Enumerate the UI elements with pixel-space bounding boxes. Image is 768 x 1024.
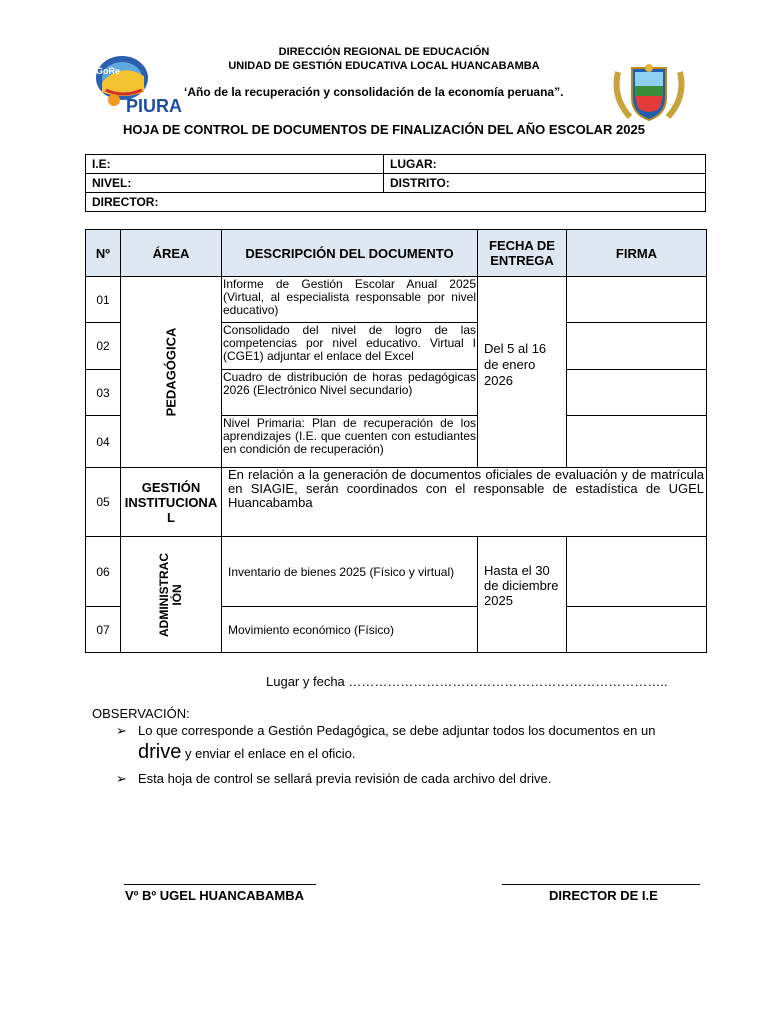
observacion-item-1-cont (138, 741, 356, 764)
row-description: Movimiento económico (Físico) (222, 607, 478, 653)
nivel-field[interactable]: NIVEL: (86, 174, 384, 193)
arrow-bullet-icon: ➢ (116, 723, 127, 738)
row-description: Inventario de bienes 2025 (Físico y virtual) (222, 537, 478, 607)
firma-cell[interactable] (567, 607, 707, 653)
observacion-item-1 (138, 723, 708, 738)
firma-cell[interactable] (567, 277, 707, 323)
observacion-title: OBSERVACIÓN: (92, 706, 190, 721)
row-number: 06 (86, 537, 121, 607)
row-number: 07 (86, 607, 121, 653)
table-row (86, 537, 707, 607)
fecha-administracion: Hasta el 30 de diciembre 2025 (478, 537, 567, 653)
drive-word: drive (138, 741, 182, 763)
fecha-pedagogica: Del 5 al 16 de enero 2026 (478, 277, 567, 468)
distrito-field[interactable]: DISTRITO: (384, 174, 706, 193)
header-fecha: FECHA DE ENTREGA (478, 230, 567, 277)
firma-cell[interactable] (567, 370, 707, 416)
firma-cell[interactable] (567, 323, 707, 370)
svg-text:PIURA: PIURA (126, 96, 183, 116)
lugar-field[interactable]: LUGAR: (384, 155, 706, 174)
observacion-item-1-end: y enviar el enlace en el oficio. (184, 746, 356, 761)
area-pedagogica-label: PEDAGÓGICA (163, 327, 179, 417)
header-motto: ‘Año de la recuperación y consolidación de la economía peruana”. (184, 85, 564, 99)
header-descripcion: DESCRIPCIÓN DEL DOCUMENTO (222, 230, 478, 277)
table-row (86, 468, 707, 537)
area-gestion: GESTIÓN INSTITUCIONA L (121, 468, 222, 537)
row-number: 04 (86, 416, 121, 468)
svg-text:GoRe: GoRe (96, 66, 121, 76)
firma-cell[interactable] (567, 537, 707, 607)
header-num: Nº (86, 230, 121, 277)
page-title: HOJA DE CONTROL DE DOCUMENTOS DE FINALIZACIÓN DEL AÑO ESCOLAR 2025 (123, 122, 645, 137)
row-number: 01 (86, 277, 121, 323)
row-description: Cuadro de distribución de horas pedagógicas 2026 (Electrónico Nivel secundario) (222, 370, 478, 416)
firma-cell[interactable] (567, 416, 707, 468)
signature-line-right (502, 884, 700, 885)
row-number: 02 (86, 323, 121, 370)
header-line-2: UNIDAD DE GESTIÓN EDUCATIVA LOCAL HUANCABAMBA (228, 60, 540, 72)
signature-director: DIRECTOR DE I.E (549, 888, 658, 903)
row-description: Consolidado del nivel de logro de las competencias por nivel educativo. Virtual I (CGE1) adjuntar el enlace del Excel (222, 323, 478, 370)
observacion-item-2: Esta hoja de control se sellará previa revisión de cada archivo del drive. (138, 771, 552, 786)
lugar-fecha: Lugar y fecha ……………………………………………………………….. (266, 674, 668, 689)
area-administracion-label: ADMINISTRAC IÓN (157, 552, 184, 637)
observacion-item-1-text: Lo que corresponde a Gestión Pedagógica, se debe adjuntar todos los documentos en un (138, 723, 656, 738)
signature-ugel: Vº Bº UGEL HUANCABAMBA (125, 888, 304, 903)
arrow-bullet-icon: ➢ (116, 771, 127, 786)
table-row (86, 277, 707, 323)
ie-field[interactable]: I.E: (86, 155, 384, 174)
header-firma: FIRMA (567, 230, 707, 277)
header-area: ÁREA (121, 230, 222, 277)
area-administracion (121, 537, 222, 653)
row-description: En relación a la generación de documentos oficiales de evaluación y de matrícula en SIAGIE, serán coordinados con el responsable de estadística de UGEL Huancabamba (222, 468, 707, 537)
header-line-1: DIRECCIÓN REGIONAL DE EDUCACIÓN (278, 46, 490, 58)
row-number: 05 (86, 468, 121, 537)
director-field[interactable]: DIRECTOR: (86, 193, 706, 212)
row-description: Nivel Primaria: Plan de recuperación de los aprendizajes (I.E. que cuenten con estudiantes en condición de recuperación) (222, 416, 478, 468)
signature-line-left (124, 884, 316, 885)
row-description: Informe de Gestión Escolar Anual 2025 (Virtual, al especialista responsable por nivel educativo) (222, 277, 478, 323)
documents-table (85, 229, 707, 653)
area-pedagogica (121, 277, 222, 468)
info-table (85, 154, 706, 212)
row-number: 03 (86, 370, 121, 416)
